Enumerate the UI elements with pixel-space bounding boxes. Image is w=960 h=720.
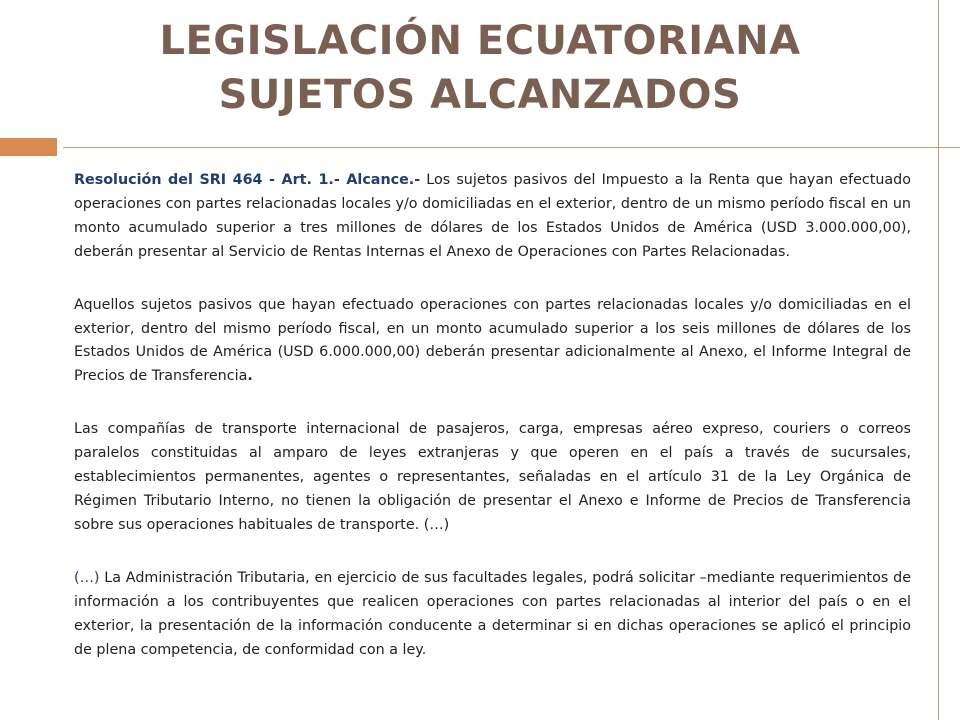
- slide-title-line-1: LEGISLACIÓN ECUATORIANA: [159, 18, 801, 64]
- slide-body: [74, 169, 911, 662]
- paragraph-transporte: [74, 418, 911, 538]
- resolution-reference: Resolución del SRI 464 - Art. 1.- Alcance.-: [74, 172, 421, 188]
- horizontal-divider: [63, 147, 960, 148]
- slide-title: [0, 14, 960, 122]
- slide-title-line-2: SUJETOS ALCANZADOS: [218, 72, 742, 118]
- paragraph-informe-integral-end: .: [247, 368, 253, 385]
- vertical-divider: [938, 0, 939, 720]
- paragraph-administracion-ellipsis: (…): [74, 569, 100, 586]
- paragraph-transporte-text: Las compañías de transporte internacional de pasajeros, carga, empresas aéreo expreso, couriers o correos paralelos constituidas al amparo de leyes extranjeras y que operen en el país a través de sucursales, establecimientos permanentes, agentes o representantes, señaladas en el artículo 31 de la Ley Orgánica de Régimen Tributario Interno, no tienen la obligación de presentar el Anexo e Informe de Precios de Transferencia sobre sus operaciones habituales de transporte.: [74, 421, 911, 533]
- paragraph-informe-integral: [74, 294, 911, 390]
- paragraph-transporte-ellipsis: (…): [423, 516, 450, 533]
- paragraph-informe-integral-text: Aquellos sujetos pasivos que hayan efectuado operaciones con partes relacionadas locales y/o domiciliadas en el exterior, dentro del mismo período fiscal, en un monto acumulado superior a los seis millones de dólares de los Estados Unidos de América (USD 6.000.000,00) deberán presentar adicionalmente al Anexo, el Informe Integral de Precios de Transferencia: [74, 296, 911, 385]
- paragraph-alcance-text: Los sujetos pasivos del Impuesto a la Renta que hayan efectuado operaciones con partes relacionadas locales y/o domiciliadas en el exterior, dentro de un mismo período fiscal en un monto acumulado superior a tres millones de dólares de los Estados Unidos de América (USD 3.000.000,00), deberán presentar al Servicio de Rentas Internas el Anexo de Operaciones con Partes Relacionadas.: [74, 172, 912, 260]
- accent-bar: [0, 138, 57, 156]
- paragraph-administracion: [74, 567, 911, 663]
- paragraph-alcance: [74, 169, 911, 265]
- paragraph-administracion-text: La Administración Tributaria, en ejercicio de sus facultades legales, podrá solicitar –mediante requerimientos de información a los contribuyentes que realicen operaciones con partes relacionadas al interior del país o en el exterior, la presentación de la información conducente a determinar si en dichas operaciones se aplicó el principio de plena competencia, de conformidad con a ley.: [74, 569, 911, 658]
